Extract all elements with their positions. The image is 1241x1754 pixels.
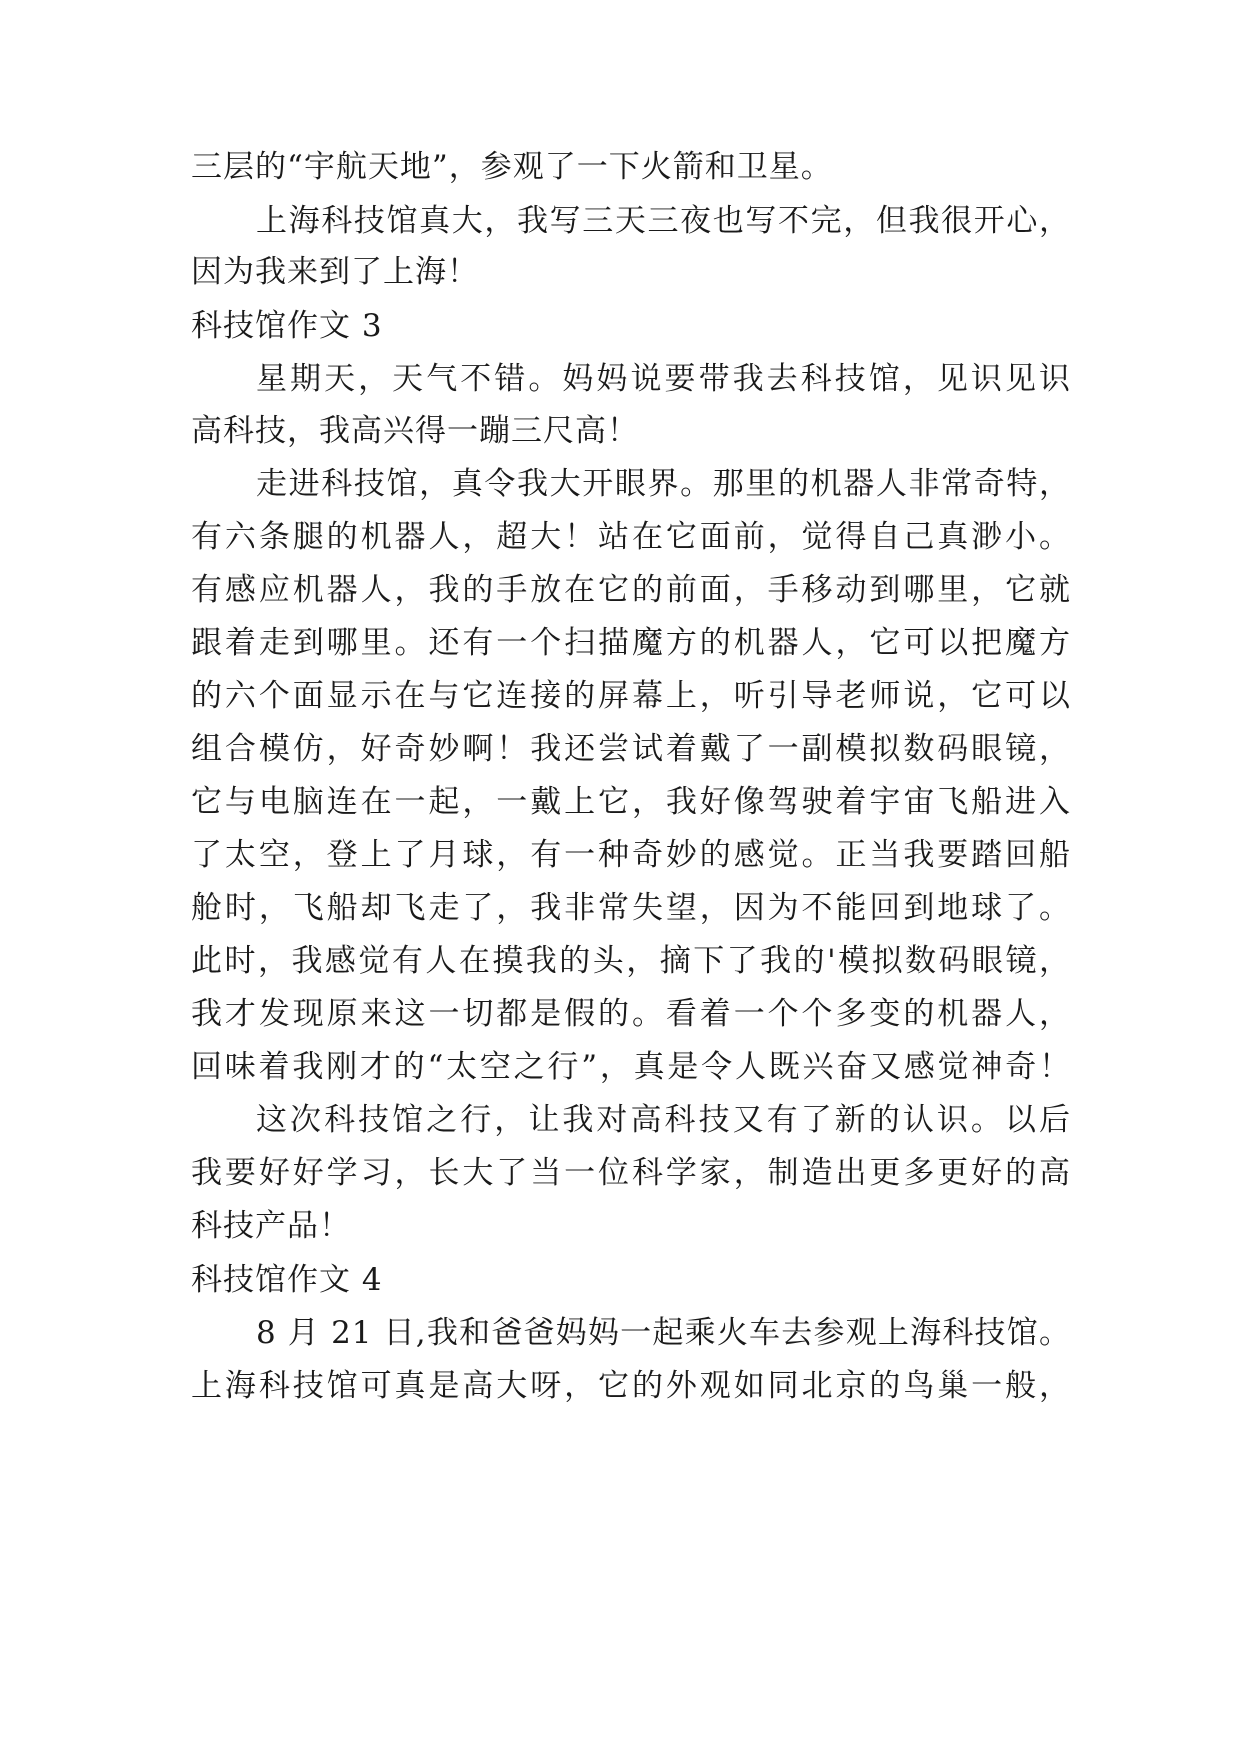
text-line: 三层的“宇航天地”，参观了一下火箭和卫星。 [191,149,833,185]
paragraph-line: 8 月 21 日,我和爸爸妈妈一起乘火车去参观上海科技馆。 [256,1315,1071,1351]
text-line: 的六个面显示在与它连接的屏幕上，听引导老师说，它可以 [191,678,1071,714]
text-line: 有六条腿的机器人，超大！站在它面前，觉得自己真渺小。 [191,519,1071,555]
text-line: 它与电脑连在一起，一戴上它，我好像驾驶着宇宙飞船进入 [191,784,1071,820]
text-line: 上海科技馆可真是高大呀，它的外观如同北京的鸟巢一般， [191,1368,1071,1404]
text-line: 跟着走到哪里。还有一个扫描魔方的机器人，它可以把魔方 [191,625,1071,661]
paragraph-line: 星期天，天气不错。妈妈说要带我去科技馆，见识见识 [256,361,1071,397]
paragraph-line: 上海科技馆真大，我写三天三夜也写不完，但我很开心， [256,203,1071,239]
text-line: 我才发现原来这一切都是假的。看着一个个多变的机器人， [191,996,1071,1032]
text-line: 组合模仿，好奇妙啊！我还尝试着戴了一副模拟数码眼镜， [191,731,1071,767]
text-line: 因为我来到了上海！ [191,254,479,290]
text-line: 舱时，飞船却飞走了，我非常失望，因为不能回到地球了。 [191,890,1071,926]
text-line: 科技产品！ [191,1208,351,1244]
text-line: 我要好好学习，长大了当一位科学家，制造出更多更好的高 [191,1155,1071,1191]
text-line: 高科技，我高兴得一蹦三尺高！ [191,413,639,449]
section-heading: 科技馆作文 4 [191,1262,383,1298]
paragraph-line: 这次科技馆之行，让我对高科技又有了新的认识。以后 [256,1102,1071,1138]
text-line: 了太空，登上了月球，有一种奇妙的感觉。正当我要踏回船 [191,837,1071,873]
section-heading: 科技馆作文 3 [191,308,383,344]
text-line: 回味着我刚才的“太空之行”，真是令人既兴奋又感觉神奇！ [191,1049,1071,1085]
text-line: 有感应机器人，我的手放在它的前面，手移动到哪里，它就 [191,572,1071,608]
paragraph-line: 走进科技馆，真令我大开眼界。那里的机器人非常奇特， [256,466,1071,502]
text-line: 此时，我感觉有人在摸我的头，摘下了我的'模拟数码眼镜， [191,943,1071,979]
